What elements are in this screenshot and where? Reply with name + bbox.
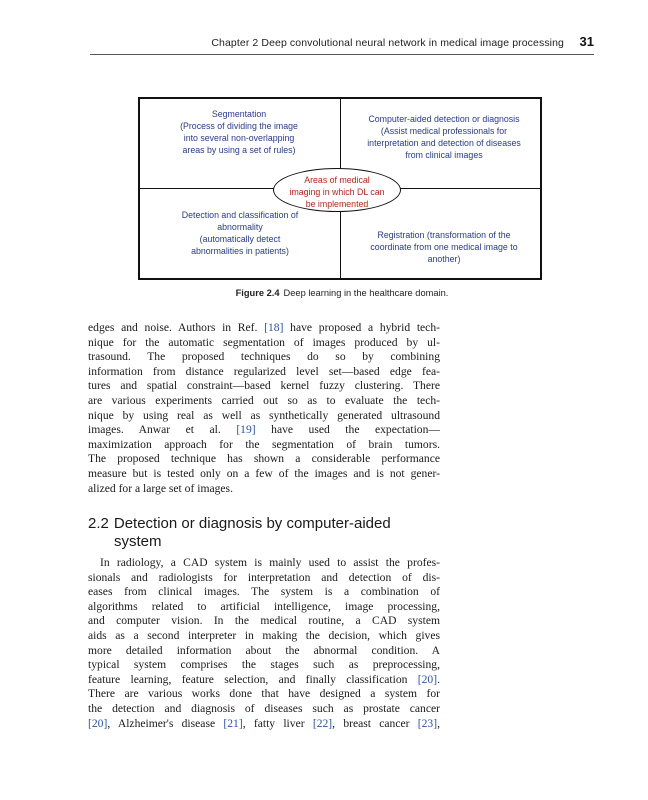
text-run: , — [437, 716, 440, 730]
text-line: information from distance regularized level set—based edge fea- — [88, 364, 440, 378]
figure-caption — [90, 288, 594, 298]
text-line: aids as a second interpreter in making the decision, which gives — [88, 628, 440, 642]
section-title-line2: system — [114, 533, 162, 550]
text-run: . — [437, 672, 440, 686]
cell-text-line: Computer-aided detection or diagnosis — [368, 114, 520, 124]
text-line: There are various works done that have designed a system for — [88, 687, 440, 701]
cell-text-line: abnormality — [217, 222, 263, 232]
cell-text-line: Segmentation — [211, 109, 267, 119]
section-heading — [88, 515, 391, 551]
text-line: eases from clinical images. The system is a combination of — [88, 585, 440, 599]
cell-text-line: (Process of dividing the image — [180, 121, 298, 131]
citation-link[interactable]: [20] — [88, 716, 108, 730]
cell-text-line: into several non-overlapping — [183, 133, 295, 143]
text-line: tures and spatial constraint—based kernel fuzzy clustering. There — [88, 379, 440, 393]
page-number: 31 — [579, 34, 594, 49]
cell-segmentation — [144, 108, 334, 156]
caption-label: Figure 2.4 — [235, 288, 280, 298]
text-run: have used the expectation— — [255, 423, 440, 437]
text-line: maximization approach for the segmentation of brain tumors. — [88, 437, 440, 451]
text-line — [88, 321, 440, 336]
cell-text-line: from clinical images — [405, 150, 483, 160]
center-text-line: Areas of medical — [304, 175, 370, 185]
cell-computer-aided-detection — [346, 113, 542, 161]
cell-text-line: coordinate from one medical image to — [370, 242, 518, 252]
text-run: edges and noise. Authors in Ref. — [88, 321, 265, 334]
text-line: algorithms related to artificial intelligence, image processing, — [88, 599, 440, 613]
section-number: 2.2 — [88, 515, 109, 532]
text-line — [88, 423, 440, 438]
figure-diagram — [138, 97, 542, 280]
text-line: are various experiments carried out so as to evaluate the tech- — [88, 393, 440, 407]
text-line — [88, 673, 440, 688]
chapter-title: Chapter 2 Deep convolutional neural network in medical image processing — [211, 37, 564, 49]
caption-text: Deep learning in the healthcare domain. — [283, 288, 449, 298]
text-line: nique by using real as well as synthetically generated ultrasound — [88, 408, 440, 422]
cell-registration — [346, 229, 542, 265]
text-line: The proposed technique has shown a considerable performance — [88, 452, 440, 466]
cell-detection-classification — [142, 209, 338, 257]
text-line: trasound. The proposed techniques do so by combining — [88, 350, 440, 364]
center-text-line: imaging in which DL can — [289, 187, 385, 197]
text-line: alized for a large set of images. — [88, 481, 233, 495]
citation-link[interactable]: [18] — [264, 321, 284, 334]
cell-text-line: another) — [427, 254, 461, 264]
text-line: nique for the automatic segmentation of images produced by ul- — [88, 335, 440, 349]
cell-text-line: Detection and classification of — [181, 210, 299, 220]
text-run: , fatty liver — [242, 716, 313, 730]
text-run: , Alzheimer's disease — [107, 716, 224, 730]
text-line: the detection and diagnosis of diseases such as prostate cancer — [88, 701, 440, 715]
text-line: measure but is tested only on a few of the images and is not gener- — [88, 466, 440, 480]
paragraph-cad-system — [88, 556, 440, 731]
text-line: sionals and radiologists for interpretation and detection of dis- — [88, 570, 440, 584]
text-line: typical system comprises the stages such as preprocessing, — [88, 658, 440, 672]
center-ellipse — [273, 168, 401, 212]
citation-link[interactable]: [19] — [236, 423, 256, 437]
cell-text-line: (Assist medical professionals for — [380, 126, 508, 136]
cell-text-line: interpretation and detection of diseases — [367, 138, 521, 148]
cell-text-line: abnormalities in patients) — [191, 246, 289, 256]
text-line: more detailed information about the abnormal condition. A — [88, 643, 440, 657]
cell-text-line: (automatically detect — [199, 234, 281, 244]
citation-link[interactable]: [21] — [223, 716, 243, 730]
text-line — [88, 717, 440, 732]
cell-text-line: Registration (transformation of the — [377, 230, 511, 240]
text-run: have proposed a hybrid tech- — [283, 321, 440, 334]
text-run: feature learning, feature selection, and finally classification — [88, 672, 418, 686]
text-run: images. Anwar et al. — [88, 423, 237, 437]
citation-link[interactable]: [23] — [417, 716, 438, 730]
cell-text-line: areas by using a set of rules) — [182, 145, 296, 155]
center-text-line: be implemented — [305, 199, 369, 209]
citation-link[interactable]: [22] — [312, 716, 333, 730]
citation-link[interactable]: [20] — [417, 672, 438, 686]
text-run: , breast cancer — [332, 716, 418, 730]
section-title-line1: Detection or diagnosis by computer-aided — [113, 515, 391, 532]
text-line: In radiology, a CAD system is mainly used to assist the profes- — [100, 556, 440, 569]
paragraph-segmentation — [88, 321, 440, 496]
running-header — [90, 36, 594, 55]
text-line: and computer vision. In the medical routine, a CAD system — [88, 614, 440, 628]
